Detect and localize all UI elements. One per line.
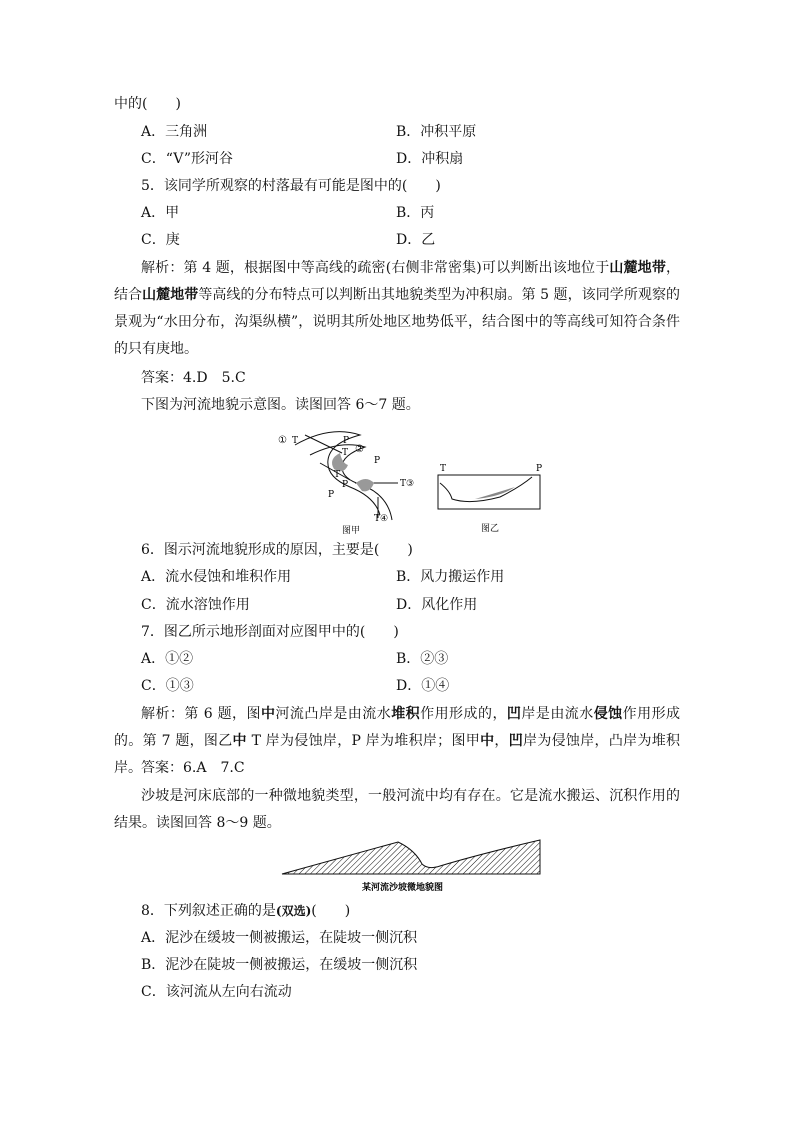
q8-option-b: B．泥沙在陡坡一侧被搬运，在缓坡一侧沉积 — [141, 957, 418, 973]
q4-option-a: A．三角洲 — [141, 124, 208, 140]
q4-option-c: C．“V”形河谷 — [141, 151, 234, 167]
q6-option-b: B．风力搬运作用 — [396, 569, 505, 585]
figure-a-label: P — [342, 480, 349, 490]
river-landform-figure — [270, 425, 560, 540]
figure-a-label: P — [374, 456, 381, 466]
q7-option-b: B．②③ — [396, 651, 449, 667]
q7-option-c: C．①③ — [141, 678, 194, 694]
figure-b-label-t: T — [440, 464, 447, 474]
q6-option-d: D．风化作用 — [396, 597, 478, 613]
q6-option-c: C．流水溶蚀作用 — [141, 597, 250, 613]
analysis-4-5: 解析：第 4 题，根据图中等高线的疏密(右侧非常密集)可以判断出该地位于山麓地带，结合山麓地带等高线的分布特点可以判断出其地貌类型为冲积扇。第 5 题，该同学所观察的景观为“水田分布，沟渠纵横”，说明其所处地区地势低平，结合图中的等高线可知符合条件的只有庚地。 — [114, 260, 681, 357]
figure-b-caption: 图乙 — [481, 524, 500, 534]
figure-a-label: T④ — [374, 514, 389, 524]
q7-stem: 7．图乙所示地形剖面对应图甲中的( ) — [141, 624, 399, 640]
figure-a-label: P — [328, 490, 335, 500]
q5-option-c: C．庚 — [141, 232, 180, 248]
q5-option-d: D．乙 — [396, 232, 436, 248]
q4-stem-tail: 中的( ) — [114, 96, 181, 112]
figure-a-caption: 图甲 — [342, 526, 361, 536]
q5-stem: 5．该同学所观察的村落最有可能是图中的( ) — [141, 178, 441, 194]
figure-a-label: P — [343, 436, 350, 446]
figure-a-label: ① — [278, 435, 287, 446]
figure-b-profile — [440, 477, 532, 502]
analysis-6-7: 解析：第 6 题，图中河流凸岸是由流水堆积作用形成的，凹岸是由流水侵蚀作用形成的。第 7 题，图乙中 T 岸为侵蚀岸，P 岸为堆积岸；图甲中，凹岸为侵蚀岸，凸岸为堆积岸。 — [114, 706, 681, 776]
sand-ripple-caption: 某河流沙坡微地貌图 — [362, 883, 444, 893]
q4-option-d: D．冲积扇 — [396, 151, 464, 167]
q7-option-a: A．①② — [141, 651, 194, 667]
q8-option-a: A．泥沙在缓坡一侧被搬运，在陡坡一侧沉积 — [141, 930, 418, 946]
figure-b-frame — [438, 475, 540, 509]
figure-a-label: ② — [355, 444, 364, 455]
figure-a-label: T③ — [400, 479, 415, 489]
q5-option-b: B．丙 — [396, 205, 435, 221]
figure-a-label: T — [342, 448, 349, 458]
figure-a-label: T — [292, 436, 299, 446]
intro-8-9: 沙坡是河床底部的一种微地貌类型，一般河流中均有存在。它是流水搬运、沉积作用的结果。读图回答 8～9 题。 — [114, 788, 680, 831]
figure-a-label: T — [334, 470, 341, 480]
q8-option-c: C．该河流从左向右流动 — [141, 984, 292, 1000]
sand-ripple-figure — [280, 836, 545, 898]
sand-ripple-profile — [282, 840, 540, 874]
q4-option-b: B．冲积平原 — [396, 124, 477, 140]
q6-option-a: A．流水侵蚀和堆积作用 — [141, 569, 292, 585]
q6-stem: 6．图示河流地貌形成的原因，主要是( ) — [141, 542, 413, 558]
intro-6-7: 下图为河流地貌示意图。读图回答 6～7 题。 — [141, 397, 420, 413]
figure-b-label-p: P — [536, 464, 543, 474]
answer-4-5: 答案：4.D 5.C — [141, 370, 246, 386]
q8-stem: 8．下列叙述正确的是(双选)( ) — [141, 903, 351, 919]
q5-option-a: A．甲 — [141, 205, 180, 221]
answer-6-7: 答案：6.A 7.C — [141, 760, 245, 776]
figure-b-deposit — [475, 487, 515, 499]
q7-option-d: D．①④ — [396, 678, 450, 694]
